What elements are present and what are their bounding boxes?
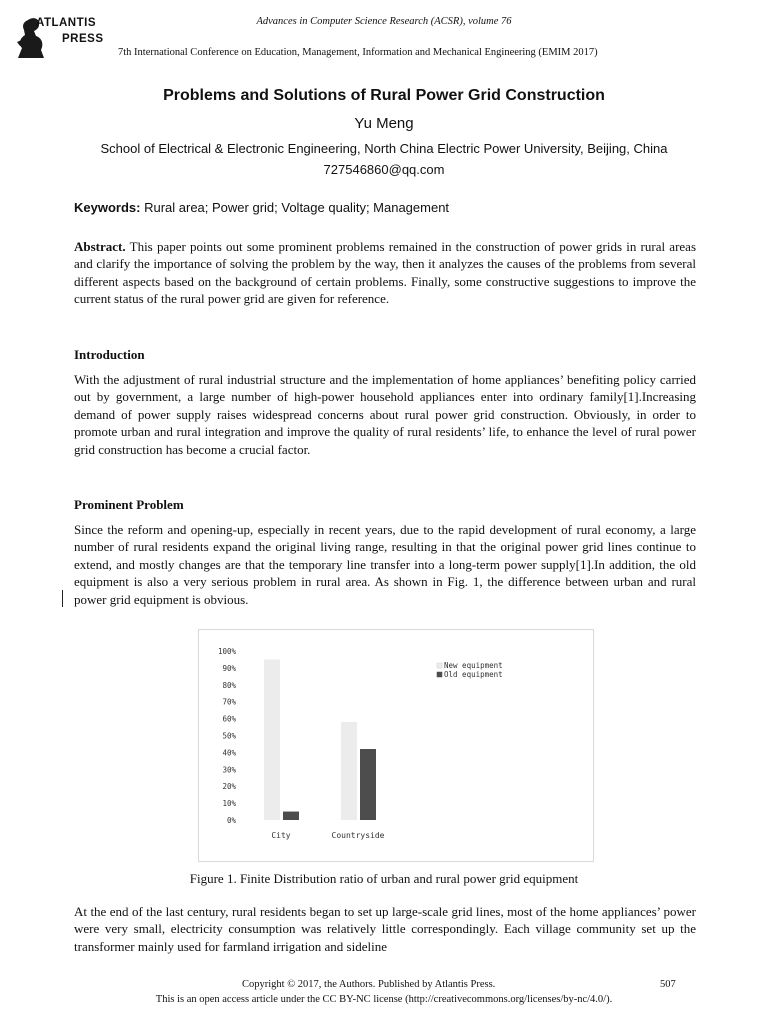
y-tick-label: 80%: [222, 680, 236, 690]
introduction-paragraph: With the adjustment of rural industrial structure and the implementation of home appliances’ benefiting policy carried out by government, a large number of high-power household appliances enter into ordinary family[1].Increasing demand of power supply raises widespread concerns about rural power grid construction. Obviously, in order to promote urban and rural integration and improve the quality of rural residents’ life, to enhance the level of rural power grid construction has become a crucial factor.: [74, 372, 696, 457]
y-tick-label: 70%: [222, 697, 236, 707]
bar-old-equipment-city: [283, 812, 299, 820]
page-number: 507: [660, 979, 676, 990]
y-tick-label: 100%: [217, 647, 236, 656]
bar-old-equipment-countryside: [360, 749, 376, 820]
author-affiliation: School of Electrical & Electronic Engineering, North China Electric Power University, Beijing, China: [100, 141, 668, 156]
y-tick-label: 90%: [222, 663, 236, 673]
abstract-label: Abstract.: [74, 239, 126, 254]
publisher-name-line2: PRESS: [62, 33, 104, 45]
abstract-text: This paper points out some prominent problems remained in the construction of power grids in rural areas and clarify the importance of solving the problem by the way, then it analyzes the causes of the problems from several different aspects based on the background of certain problems. Finally, some constructive suggestions to improve the current status of the rural power grid are given for reference.: [74, 239, 697, 307]
bar-new-equipment-countryside: [341, 722, 357, 820]
copyright-notice: Copyright © 2017, the Authors. Published by Atlantis Press.: [242, 979, 496, 990]
prominent-problem-paragraph: Since the reform and opening-up, especially in recent years, due to the rapid development of rural economy, a large number of rural residents expand the original living range, resulting in that the original power grid lines continue to extend, and mostly changes are that the temporary line transfer into a long-term power supply[1].In addition, the old equipment is also a very serious problem in rural area. As shown in Fig. 1, the difference between urban and rural power grid equipment is obvious.: [74, 522, 696, 607]
legend-swatch: [437, 663, 442, 668]
prominent-problem-heading: Prominent Problem: [74, 497, 184, 512]
bar-chart: [199, 630, 593, 861]
paper-title: Problems and Solutions of Rural Power Grid Construction: [163, 87, 605, 104]
history-paragraph: At the end of the last century, rural residents began to set up large-scale grid lines, most of the home appliances’ power were very small, electricity consumption was relatively little correspondingly. Each village community set up the transformer mainly used for farmland irrigation and sideline: [74, 904, 696, 954]
legend-label: Old equipment: [444, 670, 503, 679]
y-tick-label: 30%: [222, 765, 236, 775]
x-tick-label: City: [271, 831, 291, 840]
legend-swatch: [437, 672, 442, 677]
keywords-line: [74, 200, 449, 215]
y-tick-label: 0%: [226, 816, 236, 825]
journal-line: Advances in Computer Science Research (ACSR), volume 76: [256, 16, 512, 27]
introduction-heading: Introduction: [74, 347, 145, 362]
author-email: 727546860@qq.com: [323, 162, 445, 177]
keywords-text: Rural area; Power grid; Voltage quality; Management: [144, 200, 450, 215]
y-tick-label: 50%: [222, 731, 236, 741]
y-tick-label: 10%: [222, 799, 236, 809]
y-tick-label: 40%: [222, 748, 236, 758]
author-name: Yu Meng: [354, 115, 414, 132]
figure-1-chart: [198, 629, 594, 862]
y-tick-label: 20%: [222, 782, 236, 792]
license-notice: This is an open access article under the CC BY-NC license (http://creativecommons.org/licenses/by-nc/4.0/).: [155, 994, 613, 1005]
bar-new-equipment-city: [264, 659, 280, 820]
y-tick-label: 60%: [222, 714, 236, 724]
keywords-label: Keywords:: [74, 200, 141, 215]
abstract-paragraph: [74, 238, 696, 308]
text-cursor: [62, 590, 63, 607]
legend-label: New equipment: [444, 661, 503, 670]
figure-caption: Figure 1. Finite Distribution ratio of urban and rural power grid equipment: [189, 871, 579, 886]
x-tick-label: Countryside: [331, 831, 385, 840]
conference-line: 7th International Conference on Education, Management, Information and Mechanical Engineering (EMIM 2017): [118, 47, 598, 58]
publisher-name-line1: ATLANTIS: [36, 17, 97, 29]
